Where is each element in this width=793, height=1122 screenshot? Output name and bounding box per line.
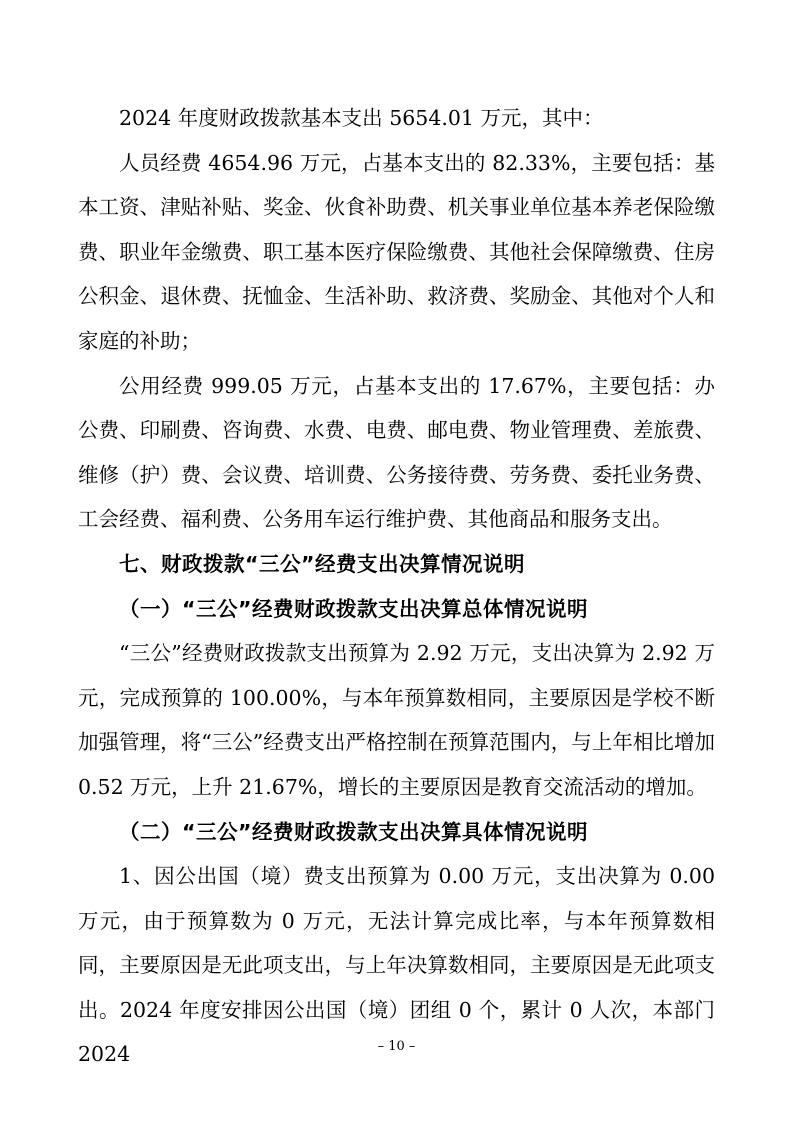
paragraph-public-expenses: 公用经费 999.05 万元，占基本支出的 17.67%，主要包括：办公费、印刷费、咨询费、水费、电费、邮电费、物业管理费、差旅费、维修（护）费、会议费、培训费、公务接待费、劳务费、委托业务费、工会经费、福利费、公务用车运行维护费、其他商品和服务支出。 — [78, 373, 715, 532]
paragraph-personnel-expenses: 人员经费 4654.96 万元，占基本支出的 82.33%，主要包括：基本工资、津贴补贴、奖金、伙食补助费、机关事业单位基本养老保险缴费、职业年金缴费、职工基本医疗保险缴费、其他社会保障缴费、住房公积金、退休费、抚恤金、生活补助、救济费、奖励金、其他对个人和家庭的补助； — [78, 150, 715, 353]
document-body — [78, 96, 715, 1077]
paragraph-overseas-travel: 1、因公出国（境）费支出预算为 0.00 万元，支出决算为 0.00 万元，由于预算数为 0 万元，无法计算完成比率，与本年预算数相同，主要原因是无此项支出，与上年决算数相同，主要原因是无此项支出。2024 年度安排因公出国（境）团组 0 个，累计 0 人次，本部门 2024 — [78, 864, 715, 1067]
section-heading-three-public: 七、财政拨款“三公”经费支出决算情况说明 — [119, 551, 525, 576]
page-number: – 10 – — [377, 1039, 416, 1054]
subsection-heading-specific: （二）“三公”经费财政拨款支出决算具体情况说明 — [119, 819, 588, 844]
paragraph-basic-expenditure-total: 2024 年度财政拨款基本支出 5654.01 万元，其中： — [119, 106, 604, 130]
paragraph-overall-description: “三公”经费财政拨款支出预算为 2.92 万元，支出决算为 2.92 万元，完成预算的 100.00%，与本年预算数相同，主要原因是学校不断加强管理，将“三公”经费支出严格控制在预算范围内，与上年相比增加 0.52 万元，上升 21.67%，增长的主要原因是教育交流活动的增加。 — [78, 641, 715, 799]
subsection-heading-overall: （一）“三公”经费财政拨款支出决算总体情况说明 — [119, 596, 588, 621]
